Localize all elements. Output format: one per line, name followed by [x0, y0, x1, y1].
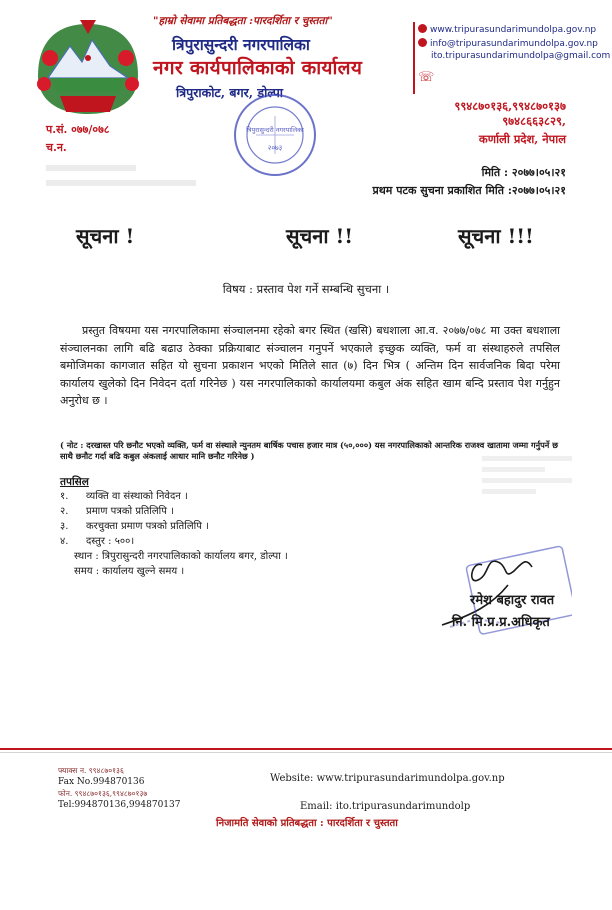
- office-name: नगर कार्यपालिकाको कार्यालय: [153, 57, 363, 79]
- list-item: ३. करचुक्ता प्रमाण पत्रको प्रतिलिपि ।: [60, 521, 209, 532]
- list-item: २. प्रमाण पत्रको प्रतिलिपि ।: [60, 506, 174, 517]
- province-text: कर्णाली प्रदेश, नेपाल: [478, 132, 566, 146]
- official-seal-stamp: [232, 92, 318, 178]
- notice-body-text: प्रस्तुत विषयमा यस नगरपालिकामा संञ्चालनमा रहेको बगर स्थित (खसि) बधशाला आ.व. २०७७/०७८ मा उक्त बधशाला संञ्चालनका लागि बढि बढाउ ठेक्का प्रक्रियाबाट संञ्चालन गनुपर्ने भएकाले इच्छुक व्यक्ति, फर्म वा संस्थाहरुले तपसिल बमोजिमका कागजात सहित यो सुचना प्रकाशन भएको मितिले सात (७) दिन भित्र ( अन्तिम दिन सार्वजनिक बिदा परेमा कार्यालय खुलेको दिन निवेदन दर्ता गरिनेछ ) यस नगरपालिकाको कार्यालयमा कबुल अंक सहित खाम बन्दि प्रस्ताव पेश गर्नुहुन अनुरोध छ ।: [60, 324, 560, 407]
- notice-heading-2: सूचना !!: [286, 224, 354, 248]
- list-item: ४. दस्तुर : ५००।: [60, 536, 135, 547]
- office-address: त्रिपुराकोट, बगर, डोल्पा: [176, 85, 284, 100]
- tapasil-title: तपसिल: [60, 476, 89, 488]
- first-published-date: प्रथम पटक सुचना प्रकाशित मिति :२०७७।०५।२१: [372, 184, 566, 197]
- footer-fax-np: फ्याक्स न. ९९४८७०१३६: [58, 766, 124, 775]
- footer-website[interactable]: Website: www.tripurasundarimundolpa.gov.np: [270, 773, 505, 784]
- phone-line-1: ९९४८७०१३६,९९४८७०१३७: [454, 99, 566, 113]
- footer-email[interactable]: Email: ito.tripurasundarimundolp: [300, 801, 471, 812]
- footer-tel-en: Tel:994870136,994870137: [58, 800, 181, 810]
- faint-bleed-through: [482, 450, 572, 510]
- time-line: समय : कार्यालय खुल्ने समय ।: [74, 566, 185, 577]
- phone-numbers: [454, 99, 566, 129]
- footer-fax-en: Fax No.994870136: [58, 777, 145, 787]
- municipality-name: त्रिपुरासुन्दरी नगरपालिका: [172, 35, 310, 54]
- letter-number: प.सं. ०७७/०७८: [46, 123, 110, 136]
- place-line: स्थान : त्रिपुरासुन्दरी नगरपालिकाको कार्यालय बगर, डोल्पा ।: [74, 551, 288, 562]
- globe-icon: [418, 24, 427, 33]
- footer-rule-thin: [0, 752, 612, 753]
- phone-icon: ☏: [418, 70, 435, 85]
- phone-line-2: ९७४८६६३८२९,: [502, 114, 566, 128]
- footer-motto: निजामति सेवाको प्रतिबद्धता : पारदर्शिता र चुस्तता: [216, 818, 398, 829]
- website-contact: [418, 24, 596, 35]
- faint-line: [46, 165, 136, 171]
- website-text[interactable]: www.tripurasundarimundolpa.gov.np: [430, 25, 597, 35]
- signer-name: रमेश बहादुर रावत: [470, 593, 555, 608]
- tapasil-list: [60, 489, 288, 579]
- subject-line: विषय : प्रस्ताव पेश गर्ने सम्बन्धि सुचना ।: [222, 282, 390, 296]
- seal-text-1: त्रिपुरासुन्दरी नगरपालिका: [246, 126, 304, 134]
- notice-heading-1: सूचना !: [76, 224, 135, 248]
- notice-body: [60, 322, 560, 410]
- faint-line: [46, 180, 196, 186]
- footer-rule: [0, 748, 612, 750]
- footer-phone-np: फोन. ९९४८७०१३६,९९४८७०१३७: [58, 789, 148, 798]
- dispatch-number: च.न.: [46, 141, 67, 154]
- header-divider: [413, 22, 415, 94]
- seal-text-2: २०७३: [267, 144, 283, 152]
- mail-icon: [418, 38, 427, 47]
- letter-date: मिति : २०७७।०५।२१: [481, 166, 566, 179]
- notice-heading-3: सूचना !!!: [458, 224, 534, 248]
- notice-note: ( नोट : दरखास्त परि छनौट भएको व्यक्ति, फर्म वा संस्थाले न्युनतम बार्षिक पचास हजार मात्र (५०,०००) यस नगरपालिकाको आन्तरिक राजश्व खातामा जम्मा गर्नुपर्ने छ साथै छनौट गर्दा बढि कबुल अंकलाई आधार मानि छनौट गरिनेछ ): [60, 440, 558, 461]
- header-motto: "हाम्रो सेवामा प्रतिबद्धता :पारदर्शिता र चुस्तता": [153, 15, 333, 27]
- email-contact-2[interactable]: ito.tripurasundarimundolpa@gmail.com: [431, 51, 611, 61]
- email-contact: [418, 38, 598, 49]
- email-text-1[interactable]: info@tripurasundarimundolpa.gov.np: [430, 39, 598, 49]
- signer-title: नि. मि.प्र.प्र.अधिकृत: [452, 615, 550, 630]
- list-item: १. व्यक्ति वा संस्थाको निवेदन ।: [60, 491, 188, 502]
- nepal-emblem-logo: [30, 18, 146, 122]
